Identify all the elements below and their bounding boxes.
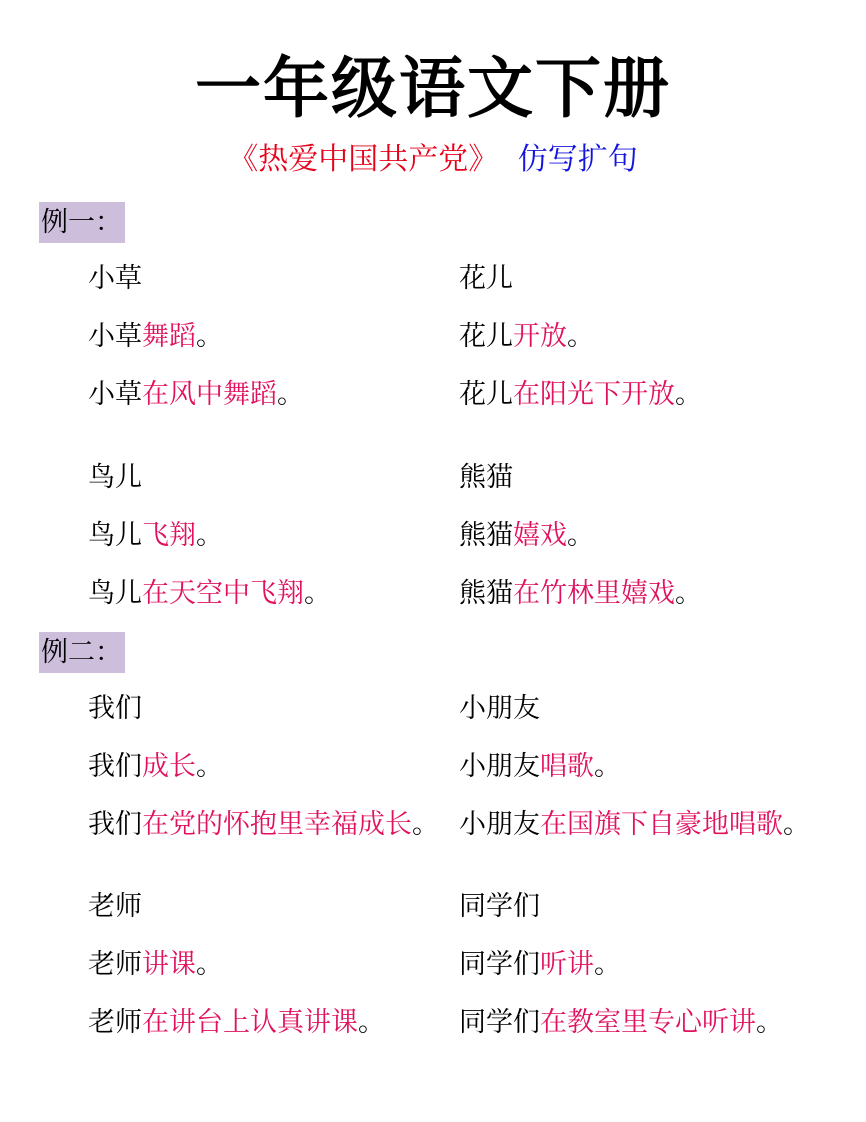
page-title: 一年级语文下册 — [195, 49, 671, 127]
sentence-subject: 花儿 — [459, 321, 513, 352]
sentence-extension: 在党的怀抱里幸福成长 — [142, 809, 412, 840]
sentence-extension: 在阳光下开放 — [513, 379, 675, 410]
sentence-extension: 在国旗下自豪地唱歌 — [540, 809, 783, 840]
sentence-extension: 嬉戏 — [513, 520, 567, 551]
sentence-period: 。 — [567, 321, 594, 352]
sentence-subject: 熊猫 — [459, 578, 513, 609]
sentence-line — [459, 947, 621, 983]
sentence-period: 。 — [594, 751, 621, 782]
sentence-line — [459, 691, 540, 727]
sentence-subject: 同学们 — [459, 1007, 540, 1038]
sentence-period: 。 — [783, 809, 810, 840]
sentence-period: 。 — [196, 321, 223, 352]
sentence-extension: 在风中舞蹈 — [142, 379, 277, 410]
sentence-period: 。 — [304, 578, 331, 609]
sentence-subject: 花儿 — [459, 263, 513, 294]
sentence-subject: 熊猫 — [459, 520, 513, 551]
sentence-line — [459, 518, 594, 554]
sentence-line — [88, 947, 223, 983]
sentence-line — [88, 576, 331, 612]
sentence-period: 。 — [196, 520, 223, 551]
sentence-subject: 小草 — [88, 263, 142, 294]
sentence-subject: 老师 — [88, 891, 142, 922]
sentence-subject: 小草 — [88, 321, 142, 352]
sentence-period: 。 — [277, 379, 304, 410]
example-1-label: 例一： — [39, 202, 125, 243]
sentence-period: 。 — [358, 1007, 385, 1038]
sentence-subject: 老师 — [88, 1007, 142, 1038]
sentence-line — [459, 460, 513, 496]
sentence-extension: 在教室里专心听讲 — [540, 1007, 756, 1038]
sentence-line — [88, 1005, 385, 1041]
sentence-extension: 飞翔 — [142, 520, 196, 551]
sentence-extension: 在讲台上认真讲课 — [142, 1007, 358, 1038]
sentence-line — [459, 889, 540, 925]
sentence-subject: 鸟儿 — [88, 520, 142, 551]
sentence-extension: 讲课 — [142, 949, 196, 980]
sentence-line — [459, 807, 810, 843]
sentence-line — [88, 518, 223, 554]
sentence-extension: 成长 — [142, 751, 196, 782]
sentence-line — [88, 319, 223, 355]
sentence-line — [88, 807, 439, 843]
sentence-subject: 同学们 — [459, 891, 540, 922]
sentence-subject: 小朋友 — [459, 751, 540, 782]
sentence-extension: 唱歌 — [540, 751, 594, 782]
sentence-period: 。 — [196, 751, 223, 782]
sentence-subject: 老师 — [88, 949, 142, 980]
sentence-line — [459, 319, 594, 355]
sentence-subject: 鸟儿 — [88, 462, 142, 493]
sentence-line — [459, 377, 702, 413]
sentence-period: 。 — [196, 949, 223, 980]
sentence-line — [88, 377, 304, 413]
sentence-period: 。 — [675, 578, 702, 609]
sentence-line — [88, 691, 142, 727]
example-2-label: 例二： — [39, 632, 125, 673]
sentence-line — [459, 1005, 783, 1041]
sentence-extension: 在竹林里嬉戏 — [513, 578, 675, 609]
sentence-subject: 我们 — [88, 751, 142, 782]
sentence-subject: 我们 — [88, 809, 142, 840]
sentence-subject: 熊猫 — [459, 462, 513, 493]
sentence-extension: 开放 — [513, 321, 567, 352]
sentence-line — [459, 576, 702, 612]
sentence-line — [88, 261, 142, 297]
sentence-period: 。 — [756, 1007, 783, 1038]
sentence-extension: 舞蹈 — [142, 321, 196, 352]
sentence-line — [88, 889, 142, 925]
sentence-subject: 同学们 — [459, 949, 540, 980]
sentence-subject: 小草 — [88, 379, 142, 410]
sentence-period: 。 — [594, 949, 621, 980]
sentence-subject: 小朋友 — [459, 809, 540, 840]
sentence-subject: 鸟儿 — [88, 578, 142, 609]
sentence-subject: 我们 — [88, 693, 142, 724]
sentence-period: 。 — [675, 379, 702, 410]
subtitle-text-title: 《热爱中国共产党》 — [228, 142, 499, 177]
sentence-line — [459, 749, 621, 785]
sentence-extension: 在天空中飞翔 — [142, 578, 304, 609]
sentence-subject: 花儿 — [459, 379, 513, 410]
sentence-extension: 听讲 — [540, 949, 594, 980]
sentence-line — [88, 749, 223, 785]
sentence-line — [88, 460, 142, 496]
sentence-period: 。 — [412, 809, 439, 840]
subtitle-text-task: 仿写扩句 — [517, 142, 638, 177]
subtitle — [0, 140, 866, 180]
sentence-line — [459, 261, 513, 297]
sentence-period: 。 — [567, 520, 594, 551]
sentence-subject: 小朋友 — [459, 693, 540, 724]
